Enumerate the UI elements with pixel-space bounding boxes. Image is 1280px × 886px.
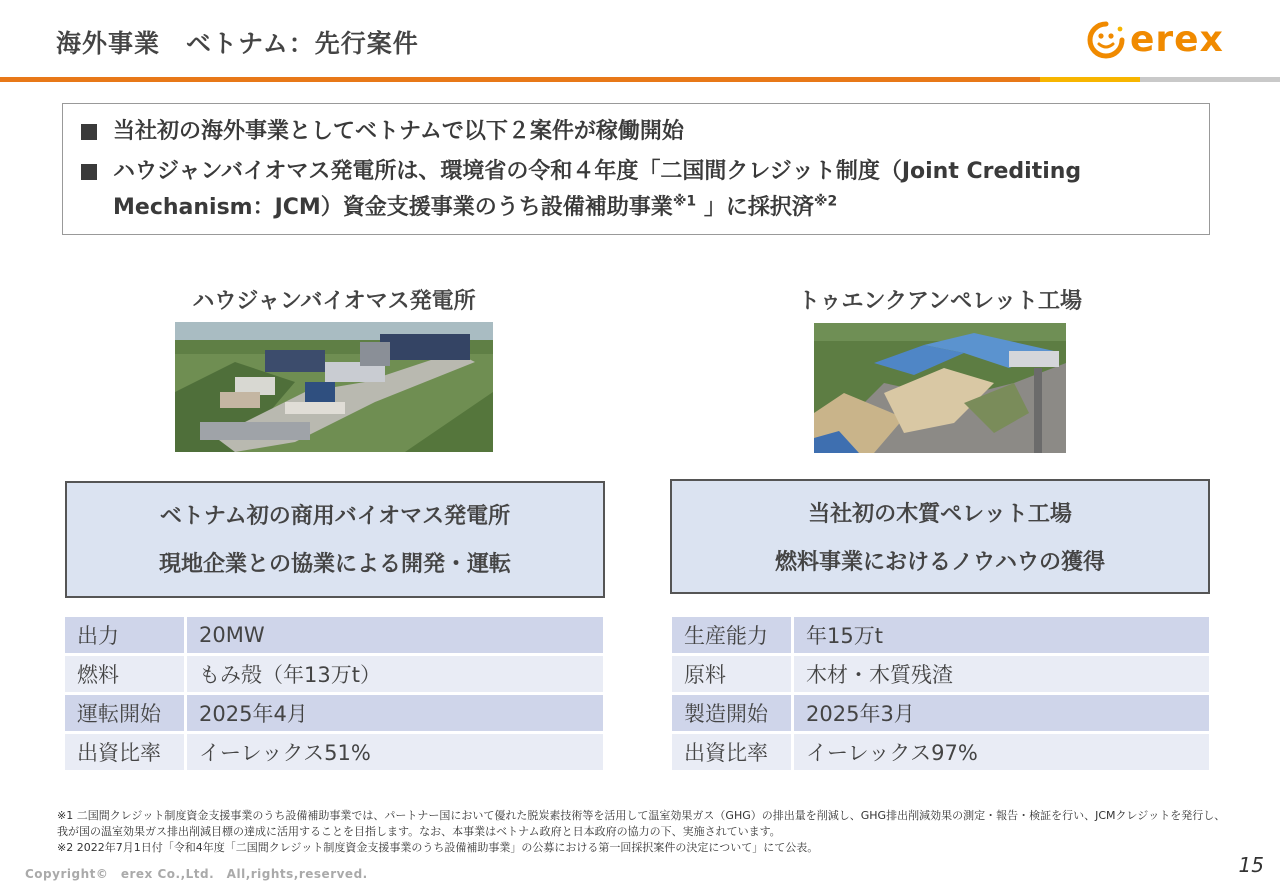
spec-table-tuyenquang <box>672 614 1209 773</box>
footnotes <box>57 808 1227 856</box>
feature-box-tuyenquang <box>670 479 1210 594</box>
copyright: Copyright© erex Co.,Ltd. All,rights,reserved. <box>25 867 368 881</box>
jcm-text: ハウジャンバイオマス発電所は、環境省の令和４年度「二国間クレジット制度（Joint Crediting Mechanism：JCM）資金支援事業のうち設備補助事業 <box>113 159 1082 220</box>
table-row <box>672 656 1209 692</box>
summary-bullet-text <box>113 154 1191 226</box>
table-row <box>672 695 1209 731</box>
spec-key: 出資比率 <box>672 734 794 770</box>
spec-key: 原料 <box>672 656 794 692</box>
table-row <box>65 734 603 770</box>
header-rule-gray <box>1140 77 1280 82</box>
project-title-haugiang: ハウジャンバイオマス発電所 <box>192 289 476 314</box>
erex-logo <box>1086 20 1224 60</box>
spec-value: もみ殻（年13万t） <box>187 656 603 692</box>
erex-logo-text: erex <box>1130 19 1224 60</box>
spec-value: 20MW <box>187 617 603 653</box>
square-bullet-icon <box>81 164 97 180</box>
spec-value: 2025年3月 <box>794 695 1209 731</box>
table-row <box>672 617 1209 653</box>
page-title: 海外事業 ベトナム：先行案件 <box>56 29 419 58</box>
feature-line: 当社初の木質ペレット工場 <box>808 502 1072 527</box>
feature-box-haugiang <box>65 481 605 598</box>
haugiang-plant-photo <box>175 322 493 452</box>
footnote-ref-2: ※2 <box>813 193 838 210</box>
spec-value: 2025年4月 <box>187 695 603 731</box>
table-row <box>672 734 1209 770</box>
jcm-text-end: 」に採択済 <box>696 195 814 220</box>
feature-line: 現地企業との協業による開発・運転 <box>158 552 511 577</box>
erex-logo-icon <box>1086 20 1126 60</box>
spec-key: 出資比率 <box>65 734 187 770</box>
footnote-ref-1: ※1 <box>672 193 697 210</box>
spec-key: 製造開始 <box>672 695 794 731</box>
table-row <box>65 656 603 692</box>
table-row <box>65 617 603 653</box>
spec-key: 燃料 <box>65 656 187 692</box>
spec-key: 運転開始 <box>65 695 187 731</box>
spec-key: 生産能力 <box>672 617 794 653</box>
page-number: 15 <box>1238 853 1264 877</box>
spec-value: イーレックス97% <box>794 734 1209 770</box>
spec-value: イーレックス51% <box>187 734 603 770</box>
tuyenquang-plant-photo <box>814 323 1066 453</box>
square-bullet-icon <box>81 124 97 140</box>
header-rule-yellow <box>1040 77 1140 82</box>
summary-box <box>62 103 1210 235</box>
spec-value: 年15万t <box>794 617 1209 653</box>
table-row <box>65 695 603 731</box>
spec-table-haugiang <box>65 614 603 773</box>
feature-line: ベトナム初の商用バイオマス発電所 <box>159 504 511 529</box>
footnote-1: ※1 二国間クレジット制度資金支援事業のうち設備補助事業では、パートナー国において優れた脱炭素技術等を活用して温室効果ガス（GHG）の排出量を削減し、GHG排出削減効果の測定・報告・検証を行い、JCMクレジットを発行し、我が国の温室効果ガス排出削減目標の達成に活用することを目指します。なお、本事業はベトナム政府と日本政府の協力の下、実施されています。 <box>57 809 1226 838</box>
summary-bullet-text: 当社初の海外事業としてベトナムで以下２案件が稼働開始 <box>113 119 684 144</box>
footnote-2: ※2 2022年7月1日付「令和4年度「二国間クレジット制度資金支援事業のうち設備補助事業」の公募における第一回採択案件の決定について」にて公表。 <box>57 841 819 854</box>
summary-bullet <box>81 154 1191 226</box>
summary-bullet <box>81 114 1191 150</box>
spec-value: 木材・木質残渣 <box>794 656 1209 692</box>
feature-line: 燃料事業におけるノウハウの獲得 <box>774 550 1105 575</box>
spec-key: 出力 <box>65 617 187 653</box>
project-title-tuyenquang: トゥエンクアンペレット工場 <box>798 289 1082 314</box>
header-rule-orange <box>0 77 1040 82</box>
